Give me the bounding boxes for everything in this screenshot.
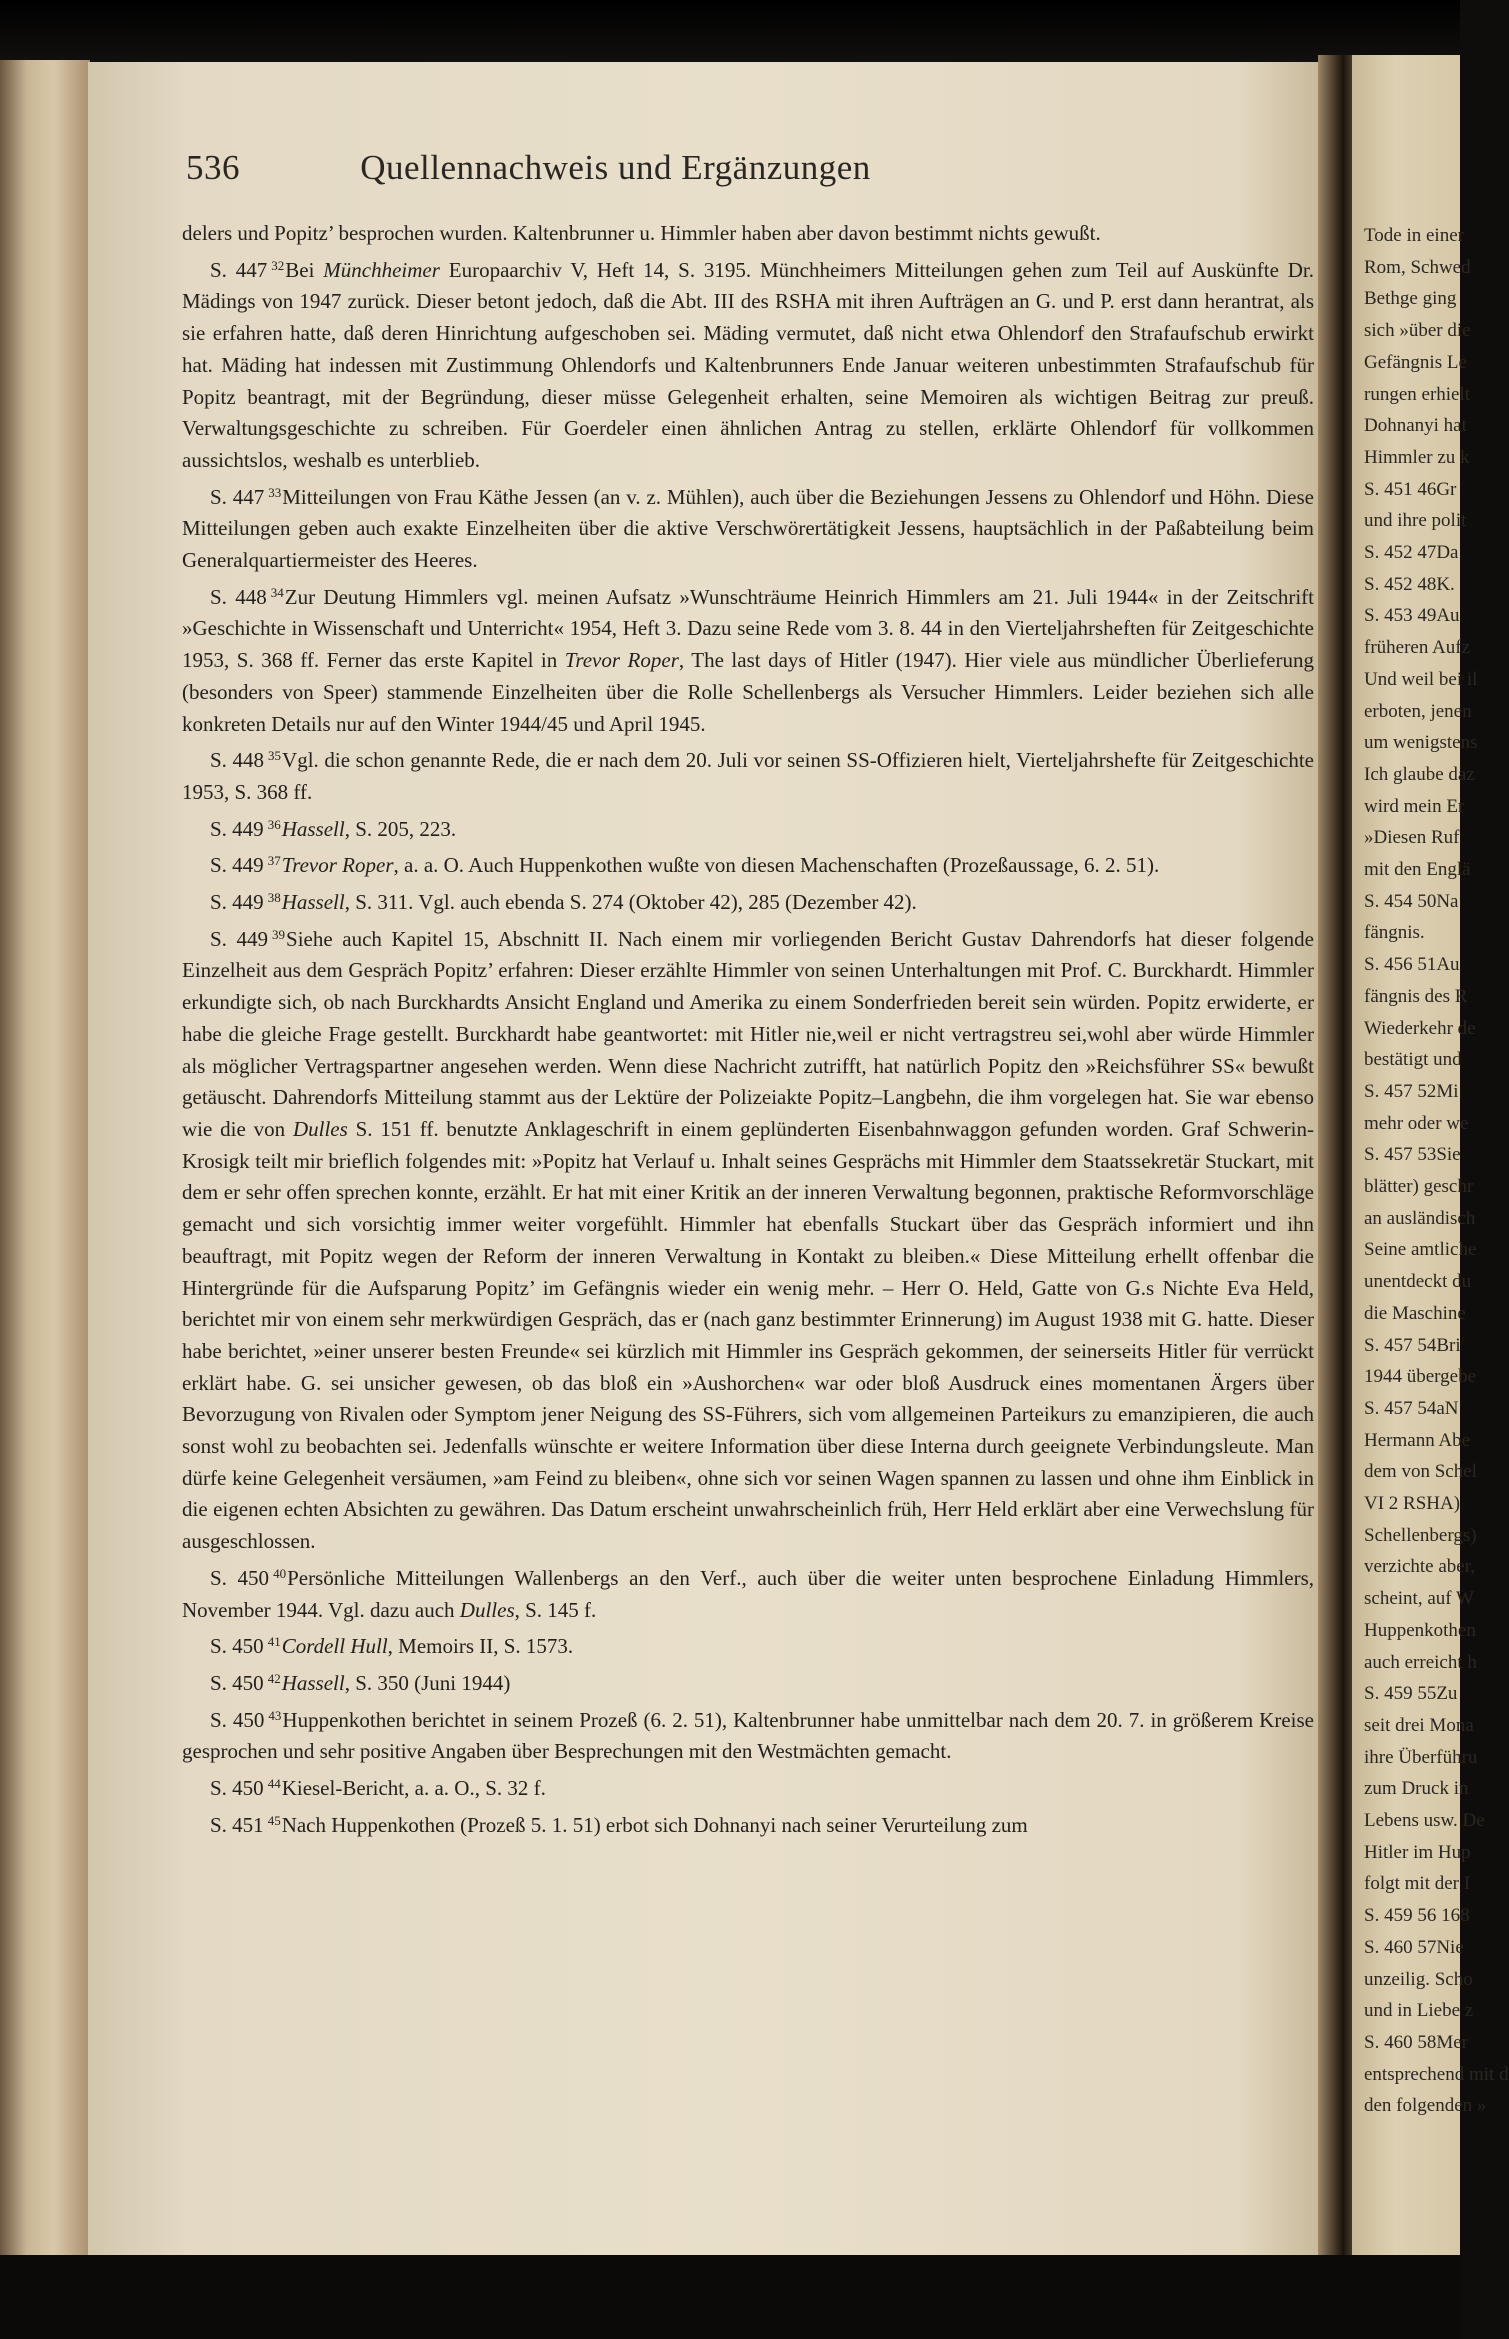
facing-page-line: bestätigt und (1364, 1049, 1462, 1071)
endnote (182, 477, 1314, 577)
endnote-page-ref: S. 448 (210, 748, 265, 773)
endnote (182, 1558, 1314, 1626)
page-number: 536 (186, 148, 240, 187)
endnote-text: Mitteilungen von Frau Käthe Jessen (an v. z. Mühlen), auch über die Beziehungen Jessens zu Ohlendorf und Höhn. Diese Mitteilungen geben auch exakte Einzelheiten über die aktive Verschwörertätigkeit Jessens, hauptsächlich in der Paßabteilung beim Generalquartiermeister des Heeres. (182, 484, 1314, 573)
facing-page-line: Schellenbergs) (1364, 1524, 1477, 1546)
facing-page-line: Hermann Abe (1364, 1429, 1471, 1451)
dark-background-top (0, 0, 1460, 70)
endnote-number: 33 (268, 484, 282, 500)
endnote (182, 740, 1314, 808)
endnote-page-ref: S. 450 (210, 1634, 264, 1659)
facing-page-line: die Maschine (1364, 1302, 1466, 1324)
endnote-text: Europaarchiv V, Heft 14, S. 3195. Münchheimers Mitteilungen gehen zum Teil auf Auskünfte Dr. Mädings von 1947 zurück. Dieser betont jedoch, daß die Abt. III des RSHA mit ihren Aufträgen an G. und P. erst dann herantrat, als sie erfahren hatte, daß deren Hinrichtung aufgeschoben sei. Mäding vermutet, daß nicht etwa Ohlendorf den Strafaufschub erwirkt hat. Mäding hat indessen mit Zustimmung Ohlendorfs und Kaltenbrunners Ende Januar weiteren unbestimmten Strafaufschub für Popitz beantragt, mit der Begründung, dieser müsse Gelegenheit erhalten, seine Memoiren als wichtigen Beitrag zur preuß. Verwaltungsgeschichte zu schreiben. Für Goerdeler einen ähnlichen Antrag zu stellen, erklärte Ohlendorf für vollkommen aussichtslos, weshalb es unterblieb. (182, 257, 1314, 472)
endnote-page-ref: S. 450 (210, 1670, 264, 1695)
facing-page-line: zum Druck in (1364, 1778, 1469, 1800)
endnote-text: delers und Popitz’ besprochen wurden. Kaltenbrunner u. Himmler haben aber davon bestimmt nichts gewußt. (182, 221, 1101, 245)
facing-page-line: folgt mit der I (1364, 1873, 1471, 1895)
endnote (182, 218, 1314, 250)
facing-page-line: den folgenden » (1364, 2095, 1487, 2117)
cited-author: Cordell Hull (281, 1634, 388, 1659)
facing-page-line: mit den Englä (1364, 859, 1471, 880)
endnote-number: 37 (267, 853, 281, 869)
facing-page-line: auch erreicht h (1364, 1651, 1477, 1673)
endnote-page-ref: S. 450 (210, 1565, 270, 1590)
facing-page-line: S. 457 54aN (1364, 1397, 1459, 1419)
facing-page-line: Huppenkothen (1364, 1619, 1476, 1641)
endnote-number: 35 (268, 748, 282, 764)
facing-page-line: Himmler zu k (1364, 446, 1470, 468)
endnote-page-ref: S. 449 (210, 853, 264, 878)
facing-page-line: 1944 übergebe (1364, 1366, 1477, 1388)
facing-page-line: S. 457 52Mi (1364, 1080, 1459, 1102)
endnote-page-ref: S. 449 (210, 890, 264, 915)
facing-page-line: wird mein Er (1364, 795, 1465, 817)
facing-page-line: S. 460 58Mer (1364, 2031, 1468, 2053)
facing-page-line: fängnis des R (1364, 985, 1468, 1007)
endnote-page-ref: S. 447 (210, 257, 268, 282)
endnote (182, 882, 1314, 919)
endnote (182, 845, 1314, 882)
cited-author: Trevor Roper (281, 853, 394, 878)
endnote (182, 577, 1314, 741)
endnote-text: Nach Huppenkothen (Prozeß 5. 1. 51) erbot sich Dohnanyi nach seiner Verurteilung zum (281, 1812, 1028, 1837)
facing-page-line: an ausländisch (1364, 1207, 1476, 1229)
facing-page-edge (1352, 55, 1509, 2270)
endnote-page-ref: S. 449 (210, 816, 264, 841)
endnote (182, 1663, 1314, 1700)
facing-page-line: S. 452 47Da (1364, 542, 1459, 563)
facing-page-line: Tode in einer (1364, 225, 1464, 246)
endnote-number: 32 (271, 257, 285, 273)
endnote-page-ref: S. 447 (210, 484, 265, 509)
facing-page-line: scheint, auf W (1364, 1588, 1474, 1610)
endnote-number: 36 (267, 816, 281, 832)
facing-page-line: S. 451 46Gr (1364, 478, 1457, 500)
endnote-page-ref: S. 451 (210, 1812, 264, 1837)
endnote-number: 42 (267, 1670, 281, 1686)
endnote-text: Persönliche Mitteilungen Wallenbergs an den Verf., auch über die weiter unten besprochene Einladung Himmlers, November 1944. Vgl. dazu auch (182, 1565, 1314, 1622)
endnote (182, 919, 1314, 1558)
facing-page-line: Wiederkehr de (1364, 1017, 1476, 1039)
facing-page-line: S. 456 51Au (1364, 954, 1460, 976)
facing-page-line: »Diesen Ruf (1364, 827, 1460, 849)
facing-page-line: unentdeckt du (1364, 1271, 1472, 1293)
endnote-page-ref: S. 450 (210, 1776, 264, 1801)
facing-page-line: früheren Aufz (1364, 637, 1471, 659)
facing-page-line: Seine amtliche (1364, 1239, 1477, 1261)
page-title: Quellennachweis und Ergänzungen (360, 148, 871, 187)
cited-author: Münchheimer (323, 257, 440, 282)
endnote (182, 809, 1314, 846)
cited-author: Hassell (281, 816, 345, 841)
endnote (182, 1768, 1314, 1805)
endnote-text: , Memoirs II, S. 1573. (387, 1634, 574, 1659)
facing-page-line: Hitler im Hup (1364, 1841, 1471, 1863)
running-head (186, 148, 1086, 188)
endnote-text: Zur Deutung Himmlers vgl. meinen Aufsatz »Wunschträume Heinrich Himmlers am 21. Juli 1944« in der Zeitschrift »Geschichte in Wissenschaft und Unterricht« 1954, Heft 3. Dazu seine Rede vom 3. 8. 44 in den Vierteljahrsheften für Zeitgeschichte 1953, S. 368 ff. Ferner das erste Kapitel in (182, 584, 1314, 673)
cited-author: Trevor Roper (564, 648, 679, 673)
facing-page-line: S. 453 49Au (1364, 605, 1460, 627)
facing-page-line: um wenigstens (1364, 732, 1478, 754)
endnote-page-ref: S. 450 (210, 1707, 265, 1732)
facing-page-line: dem von Schel (1364, 1461, 1477, 1483)
endnote-number: 38 (267, 890, 281, 906)
endnote (182, 1626, 1314, 1663)
facing-page-line: unzeilig. Scho (1364, 1968, 1473, 1990)
endnote (182, 1805, 1314, 1842)
endnote (182, 250, 1314, 477)
facing-page-line: S. 457 54Bri (1364, 1334, 1461, 1356)
endnote-text: Bei (285, 257, 324, 282)
endnote-number: 43 (268, 1707, 282, 1723)
facing-page-line: und in Liebe z (1364, 2000, 1474, 2022)
facing-page-line: S. 459 55Zu (1364, 1683, 1458, 1705)
endnote-text: , S. 350 (Juni 1944) (344, 1670, 511, 1695)
facing-page-line: S. 459 56 168 (1364, 1905, 1470, 1927)
facing-page-line: verzichte aber, (1364, 1556, 1476, 1578)
endnote-number: 34 (270, 584, 284, 600)
endnote-text: , S. 205, 223. (344, 816, 457, 841)
endnote-number: 41 (267, 1634, 281, 1650)
endnote-page-ref: S. 448 (210, 584, 267, 609)
facing-page-line: Gefängnis Le (1364, 351, 1467, 373)
facing-page-line: ihre Überführu (1364, 1746, 1478, 1768)
facing-page-line: S. 457 53Sie (1364, 1144, 1461, 1166)
facing-page-line: Rom, Schwed (1364, 256, 1471, 278)
facing-page-line: VI 2 RSHA) (1364, 1493, 1461, 1514)
endnote-text: Vgl. die schon genannte Rede, die er nach dem 20. Juli vor seinen SS-Offizieren hielt, Vierteljahrshefte für Zeitgeschichte 1953, S. 368 ff. (182, 748, 1314, 804)
endnote-number: 44 (267, 1776, 281, 1792)
endnote-text: , S. 145 f. (514, 1597, 597, 1622)
facing-page-line: fängnis. (1364, 922, 1425, 944)
facing-page-line: Dohnanyi hat (1364, 415, 1467, 437)
cited-author: Dulles (459, 1597, 515, 1622)
facing-page-line: Ich glaube daz (1364, 763, 1475, 785)
facing-page-line: S. 454 50Na (1364, 890, 1459, 912)
facing-page-line: entsprechend mit d (1364, 2063, 1509, 2085)
endnote-number: 45 (267, 1812, 281, 1828)
facing-page-line: Bethge ging (1364, 288, 1457, 310)
dark-background-bottom (0, 2255, 1460, 2339)
endnote-text: S. 151 ff. benutzte Anklageschrift in einem geplünderten Eisenbahnwaggon gefunden worden. Graf Schwerin-Krosigk teilt mir brieflich folgendes mit: »Popitz hat Verlauf u. Inhalt seines Gesprächs mit Himmler dem Staatssekretär Stuckart, mit dem er sehr offen sprechen konnte, erzählt. Er hat mit einer Kritik an der inneren Verwaltung begonnen, praktische Reformvorschläge gemacht und sich vorsichtig immer weiter vorgefühlt. Himmler hat ebenfalls Stuckart über das Gespräch informiert und ihn beauftragt, mit Popitz wegen der Reform der inneren Verwaltung in Kontakt zu bleiben.« Diese Mitteilung erhellt offenbar die Hintergründe für die Aufsparung Popitz’ im Gefängnis wieder ein wenig mehr. – Herr O. Held, Gatte von G.s Nichte Eva Held, berichtet mir von einem sehr merkwürdigen Gespräch, das er (nach ganz bestimmter Erinnerung) im August 1938 mit G. hatte. Dieser habe berichtet, »einer unserer besten Freunde« sei kürzlich mit Himmler ins Gespräch gekommen, der seinerseits Hitler für verrückt erklärt habe. G. sei unsicher gewesen, ob das bloß ein »Aushorchen« war oder bloß Ausdruck eines momentanen Ärgers über Bevorzugung von Rivalen oder Symptom jener Neigung des SS-Führers, sich vom allgemeinen Parteikurs zu emanzipieren, die auch sonst wohl zu beobachten sei. Jedenfalls wünschte er weitere Information über diese Interna durch geeignete Verbindungsleute. Man dürfe keine Gelegenheit versäumen, »am Feind zu bleiben«, ohne sich vor seinen Wagen spannen zu lassen und ohne ihm Einblick in die eigenen echten Absichten zu gewähren. Das Datum erscheint unwahrscheinlich früh, Herr Held erklärt aber eine Verwechslung für ausgeschlossen. (182, 1116, 1314, 1554)
cited-author: Hassell (281, 1670, 345, 1695)
endnote-text: , The last days of Hitler (1947). Hier viele aus mündlicher Überlieferung (besonders von Speer) stammende Einzelheiten über die Rolle Schellenbergs als Versucher Himmlers. Leider beziehen sich alle konkreten Details nur auf den Winter 1944/45 und April 1945. (182, 648, 1314, 736)
endnote-page-ref: S. 449 (210, 926, 269, 951)
facing-page-line: Lebens usw. De (1364, 1810, 1485, 1831)
facing-page-line: S. 452 48K. (1364, 573, 1455, 595)
endnote-number: 39 (272, 926, 286, 942)
facing-page-line: rungen erhielt (1364, 383, 1471, 405)
facing-page-line: Und weil bei il (1364, 668, 1478, 690)
facing-page-line: S. 460 57Nie (1364, 1936, 1464, 1958)
cited-author: Dulles (292, 1116, 348, 1141)
facing-page-line: erboten, jenen (1364, 700, 1472, 722)
facing-page-line: mehr oder we (1364, 1112, 1469, 1134)
facing-page-line: und ihre polit (1364, 510, 1467, 532)
endnote-number: 40 (273, 1565, 287, 1581)
endnote (182, 1700, 1314, 1768)
page-stack-edge (0, 60, 90, 2265)
facing-page-line: seit drei Mona (1364, 1714, 1474, 1736)
endnote-text: , S. 311. Vgl. auch ebenda S. 274 (Oktober 42), 285 (Dezember 42). (344, 890, 917, 915)
endnote-text: , a. a. O. Auch Huppenkothen wußte von diesen Machenschaften (Prozeßaussage, 6. 2. 51). (393, 853, 1160, 878)
endnote-text: Siehe auch Kapitel 15, Abschnitt II. Nach einem mir vorliegenden Bericht Gustav Dahrendorfs hat dieser folgende Einzelheit aus dem Gespräch Popitz’ erfahren: Dieser erzählte Himmler von seinen Unterhaltungen mit Prof. C. Burckhardt. Himmler erkundigte sich, ob nach Burckhardts Ansicht England und Amerika zu einem Sonderfrieden bereit sein würden. Popitz erwiderte, er habe die gleiche Frage gestellt. Burckhardt habe geantwortet: mit Hitler nie,weil er nicht vertragstreu sei,wohl aber würde Himmler als möglicher Vertragspartner angesehen werden. Wenn diese Nachricht zutrifft, hat natürlich Popitz den »Reichsführer SS« bewußt getäuscht. Dahrendorfs Mitteilung stammt aus der Lektüre der Polizeiakte Popitz–Langbehn, die ihm vorgelegen hat. Sie war ebenso wie die von (182, 926, 1314, 1141)
facing-page-line: sich »über die (1364, 320, 1471, 342)
endnotes-text (182, 218, 1314, 1841)
facing-page-line: blätter) geschr (1364, 1176, 1474, 1197)
endnote-text: Huppenkothen berichtet in seinem Prozeß (6. 2. 51), Kaltenbrunner habe unmittelbar nach dem 20. 7. in größerem Kreise gesprochen und sehr positive Angaben über Besprechungen mit den Westmächten gemacht. (182, 1707, 1314, 1764)
endnote-text: Kiesel-Bericht, a. a. O., S. 32 f. (281, 1776, 546, 1801)
cited-author: Hassell (281, 890, 345, 915)
